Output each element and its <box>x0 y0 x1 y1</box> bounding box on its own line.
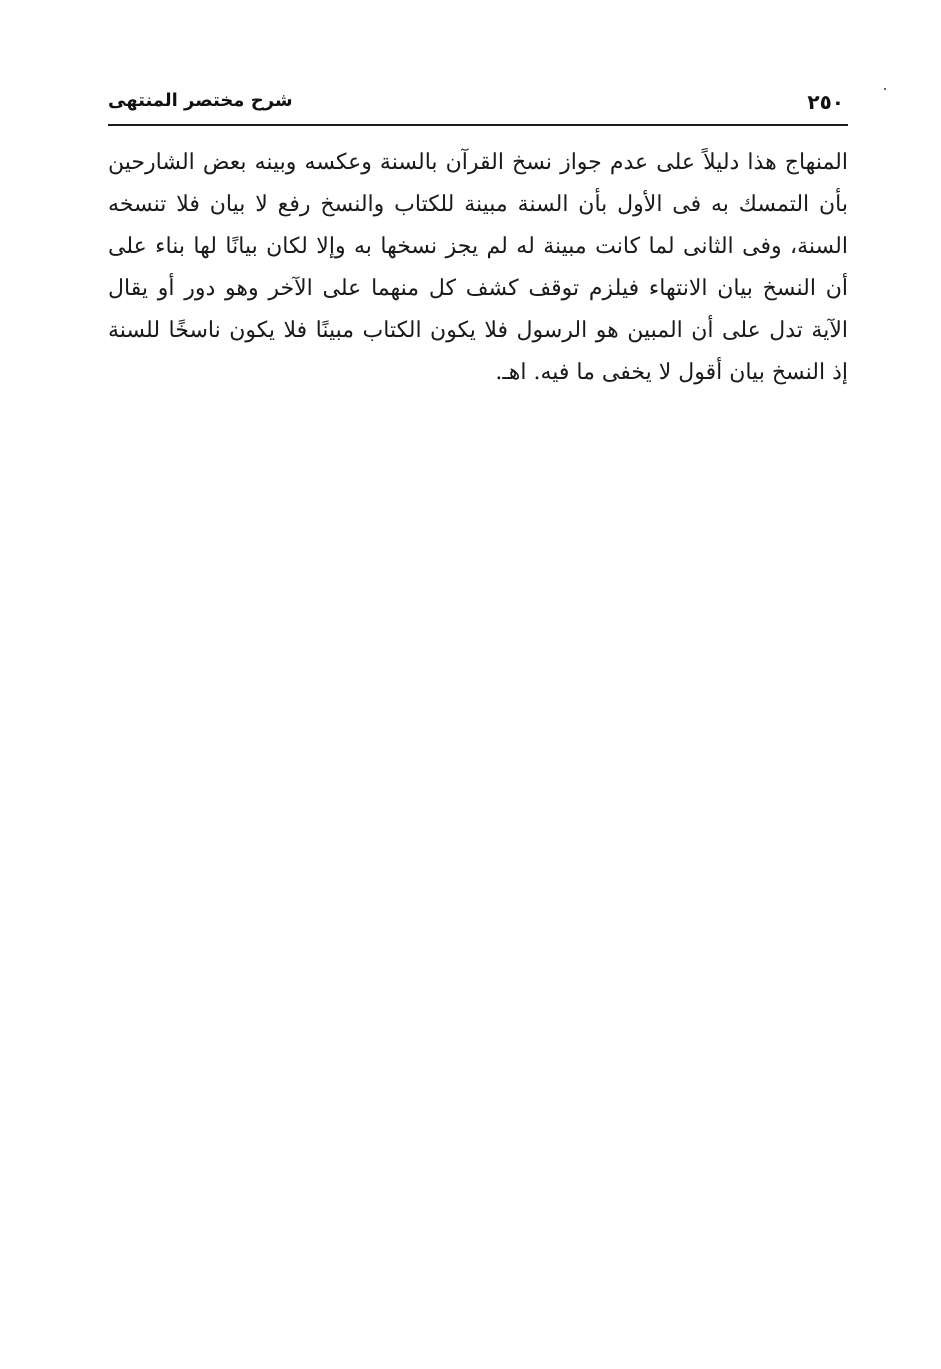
text-line: أن النسخ بيان الانتهاء فيلزم توقف كشف كل منهما على الآخر وهو دور أو يقال <box>108 276 848 301</box>
text-line: المنهاج هذا دليلاً على عدم جواز نسخ القرآن بالسنة وعكسه وبينه بعض الشارحين <box>108 150 848 175</box>
text-line: إذ النسخ بيان أقول لا يخفى ما فيه. اهـ. <box>495 360 848 385</box>
stray-dot <box>884 88 886 90</box>
body-paragraph <box>108 142 848 394</box>
running-title: شرح مختصر المنتهى <box>108 90 293 111</box>
text-line: بأن التمسك به فى الأول بأن السنة مبينة للكتاب والنسخ رفع لا بيان فلا تنسخه <box>108 192 848 217</box>
page-header <box>108 88 848 124</box>
text-line: الآية تدل على أن المبين هو الرسول فلا يكون الكتاب مبينًا فلا يكون ناسخًا للسنة <box>108 318 848 343</box>
text-line: السنة، وفى الثانى لما كانت مبينة له لم يجز نسخها به وإلا لكان بيانًا لها بناء على <box>108 234 848 259</box>
header-rule <box>108 124 848 126</box>
page-number: ٢٥٠ <box>807 90 844 114</box>
